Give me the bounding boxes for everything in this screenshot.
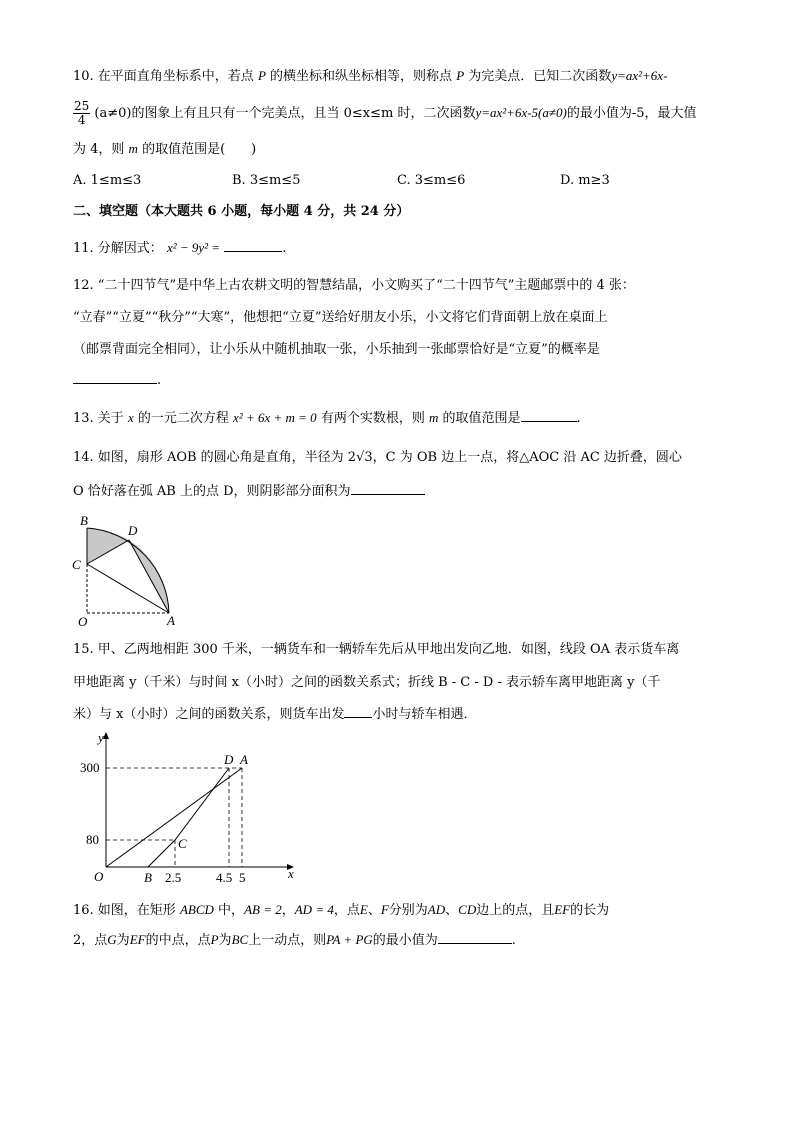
point-a-label: A — [240, 752, 248, 767]
q10-option-a: A. 1≤m≤3 — [73, 173, 142, 188]
shaded-region-b-c-d — [87, 528, 129, 564]
q15-distance-time-graph — [78, 728, 308, 888]
fraction-25-4: $\frac{25}{4}$ — [74, 99, 90, 127]
answer-blank[interactable] — [73, 371, 157, 384]
answer-blank[interactable] — [438, 931, 512, 944]
x-tick-5: 5 — [239, 870, 246, 885]
origin-label: O — [94, 869, 104, 884]
segment-da — [129, 540, 169, 613]
y-tick-80: 80 — [86, 832, 99, 847]
q12-line1: 12. “二十四节气”是中华上古农耕文明的智慧结晶，小文购买了“二十四节气”主题邮票中的 4 张： — [73, 278, 635, 293]
q14-sector-figure — [70, 508, 182, 630]
answer-blank[interactable] — [521, 409, 577, 422]
label-b: B — [80, 513, 88, 528]
answer-blank[interactable] — [344, 705, 372, 718]
answer-blank[interactable] — [351, 482, 425, 495]
label-d: D — [128, 523, 138, 538]
x-tick-4-5: 4.5 — [216, 870, 233, 885]
q12-line2: “立春”“立夏”“秋分”“大寒”，他想把“立夏”送给好朋友小乐，小文将它们背面朝上放在桌面上 — [73, 310, 608, 325]
q16-line1: 16. 如图，在矩形 ABCD 中，AB = 2，AD = 4，点E、F分别为AD、CD边上的点，且EF的长为 — [73, 902, 610, 918]
q15-line1: 15. 甲、乙两地相距 300 千米，一辆货车和一辆轿车先后从甲地出发向乙地．如图，线段 OA 表示货车离 — [73, 642, 680, 657]
section-title: 二、填空题（本大题共 6 小题，每小题 4 分，共 24 分） — [73, 204, 410, 219]
q12-line3: （邮票背面完全相同），让小乐从中随机抽取一张，小乐抽到一张邮票恰好是“立夏”的概率是 — [73, 342, 600, 357]
q14-line1: 14. 如图，扇形 AOB 的圆心角是直角，半径为 2√3，C 为 OB 边上一点，将△AOC 沿 AC 边折叠，圆心 — [73, 450, 682, 465]
label-c: C — [72, 557, 81, 572]
q10-line3: 为 4，则 m 的取值范围是( ) — [73, 141, 257, 157]
q10-line1: 10. 在平面直角坐标系中，若点 P 的横坐标和纵坐标相等，则称点 P 为完美点．已知二次函数y=ax²+6x- — [73, 68, 668, 84]
polyline-bcd — [148, 768, 229, 867]
q10-line2: $\frac{25}{4}$ (a≠0)的图象上有且只有一个完美点，且当 0≤x≤m 时，二次函数y=ax²+6x-5(a≠0)的最小值为-5，最大值 — [74, 99, 697, 127]
q10-option-b: B. 3≤m≤5 — [232, 173, 301, 188]
point-c-label: C — [178, 836, 187, 851]
q11: 11. 分解因式： x² − 9y² = . — [73, 240, 287, 256]
label-a: A — [167, 613, 175, 628]
x-tick-b: B — [144, 870, 152, 885]
point-d-label: D — [224, 752, 234, 767]
q16-line2: 2，点G为EF的中点，点P为BC上一动点，则PA + PG的最小值为 . — [73, 932, 516, 948]
q14-line2: O 恰好落在弧 AB 上的点 D，则阴影部分面积为 — [73, 482, 425, 502]
x-axis-label: x — [288, 866, 294, 881]
y-tick-300: 300 — [80, 760, 100, 775]
q15-line2: 甲地距离 y（千米）与时间 x（小时）之间的函数关系式；折线 B - C - D - 表示轿车离甲地距离 y（千 — [73, 675, 661, 690]
q10-option-d: D. m≥3 — [560, 173, 610, 188]
label-o: O — [78, 614, 88, 629]
y-axis-label: y — [98, 730, 104, 745]
q10-option-c: C. 3≤m≤6 — [397, 173, 466, 188]
q15-line3: 米）与 x（小时）之间的函数关系，则货车出发 小时与轿车相遇． — [73, 707, 477, 722]
y-axis-arrow — [103, 732, 109, 739]
x-tick-2-5: 2.5 — [165, 870, 182, 885]
segment-oa — [106, 768, 242, 867]
answer-blank[interactable] — [224, 239, 282, 252]
q13: 13. 关于 x 的一元二次方程 x² + 6x + m = 0 有两个实数根，则 m 的取值范围是 . — [73, 410, 581, 426]
q12-answer-line: . — [73, 371, 161, 391]
